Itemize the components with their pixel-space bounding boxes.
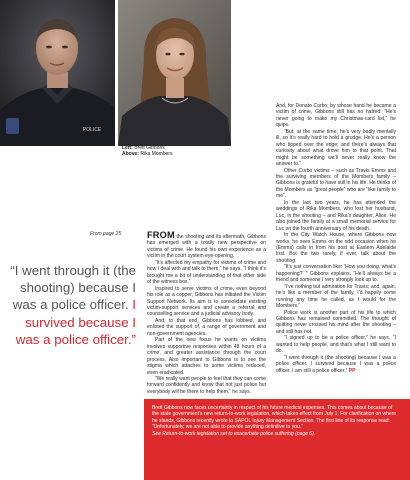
police-officer-portrait-image xyxy=(0,0,115,146)
paragraph: “It’s just conversation like: ‘How you doing, what’s happening?’ ” Gibbons explains. “He’ll always be a friend and someone I very strongly look up to. xyxy=(276,264,396,284)
paragraph-last: “I went through it (the shooting) because I was a police officer. I survived because I was a police officer. I am still a police officer.” PP xyxy=(276,354,396,374)
paragraph: Other Corbo victims – such as Travis Emms and the surviving members of the Mombers family – Gibbons is grateful to have still in his life. He thinks of the Mombers as “great people” who are “like family to me”. xyxy=(276,167,396,200)
end-mark: PP xyxy=(348,367,356,374)
article-right-column xyxy=(276,103,396,374)
paragraph: “I signed up to be a police officer,” he says. “I wanted to help people, and that’s what I still want to do. xyxy=(276,335,396,355)
paragraph: “But, at the same time, he’s very badly mentally ill, so it’s really hard to hold a grudge. He’s a person who tipped over the edge; and there’s always that curiosity about what drove him to that point. That might be something we’ll never really know the answer to.” xyxy=(276,128,396,168)
paragraph: Part of the new focus he wants on victims involves supportive responses within 48 hours of a crime, and greater assistance through the court process. Also important to Gibbons is to see the stigma which attaches to some victims reduced, even eradicated. xyxy=(147,337,266,376)
paragraph: “It’s affected my empathy for victims of crime and how I deal with and talk to them,” he says. “I think it’s brought me a bit of understanding of that other side of the witness box.” xyxy=(147,259,266,286)
lead-word: FROM xyxy=(147,230,175,240)
paragraph: Police work is another part of his life to which Gibbons has remained committed. The thought of quitting never crossed his mind after the shooting – and still has not. xyxy=(276,309,396,335)
caption-above: Above: Rika Mombers xyxy=(122,151,173,158)
photo-caption xyxy=(122,145,242,157)
woman-portrait-image xyxy=(118,0,231,146)
paragraph: Inspired to serve victims of crime, even beyond his role as a copper, Gibbons has initiated the Victim Support Network. Its aim is to consolidate existing victim-support services and create a referral and counselling service and a judicial advisory body. xyxy=(147,285,266,318)
footer-see-reference: See Return-to-work legislation set to exacerbate police suffering (page 6). xyxy=(152,430,316,437)
paragraph: And, to that end, Gibbons has lobbied, and enlisted the support of, a range of government and non-government agencies. xyxy=(147,317,266,337)
paragraph: In the last two years, he has attended the weddings of Rika Mombers, who lost her husband, Luc, in the shooting – and Rika’s daughter, Alice. He also joined the family at a small memorial service for Luc on the fourth anniversary of his death. xyxy=(276,199,396,232)
uniform-badge-text: POLICE xyxy=(82,127,102,133)
paragraph: And, for Donato Corbo, by whose hand he became a victim of crime, Gibbons still has no hatred: “He’s never going to make my Christmas-card list,” he quips. xyxy=(276,103,396,129)
paragraph: “We really want people to feel that they can come forward confidently and know that not just police but everybody will be there to help them,” he says. xyxy=(147,375,266,395)
footer-note-box xyxy=(144,399,410,480)
pull-quote-grey: “I went through it (the shooting) because I was a police officer. xyxy=(10,263,136,313)
article-middle-column xyxy=(147,232,266,395)
footer-note-text: Brett Gibbons now faces uncertainty in respect of his future medical expenses. This comes about because of the state government’s new return-to-work legislation, which takes effect from July 1. For clarification on where he stands, Gibbons recently wrote to SAPOL Injury Management Section. The first line of its response read: “Unfortunately, we are not able to provide anything definitive to you.” xyxy=(152,405,397,431)
paragraph-lead: FROM the shooting and its aftermath, Gibbons has emerged with a totally new perspective on victims of crime. He found his own experience as a victim in the court system eye-opening. xyxy=(147,230,266,260)
photo-brett-gibbons xyxy=(0,0,115,146)
pull-quote xyxy=(8,262,136,348)
photo-rika-mombers xyxy=(118,0,231,146)
continued-from-label: From page 25 xyxy=(90,231,122,237)
caption-left: Left: Brett Gibbons xyxy=(122,145,165,151)
paragraph: “I’ve nothing but admiration for Travis; and, again, he’s like a member of the family. I’d happily come running any time he called, as I would for the Mombers.” xyxy=(276,283,396,310)
paragraph: In the City Watch House, where Gibbons now works, he sees Emms on the odd occasion when he (Emms) calls in from his post at Eastern Adelaide Inst. But the two rarely, if ever, talk about the shooting. xyxy=(276,232,396,264)
pull-quote-red: I survived because I was a police officer.” xyxy=(15,297,136,347)
